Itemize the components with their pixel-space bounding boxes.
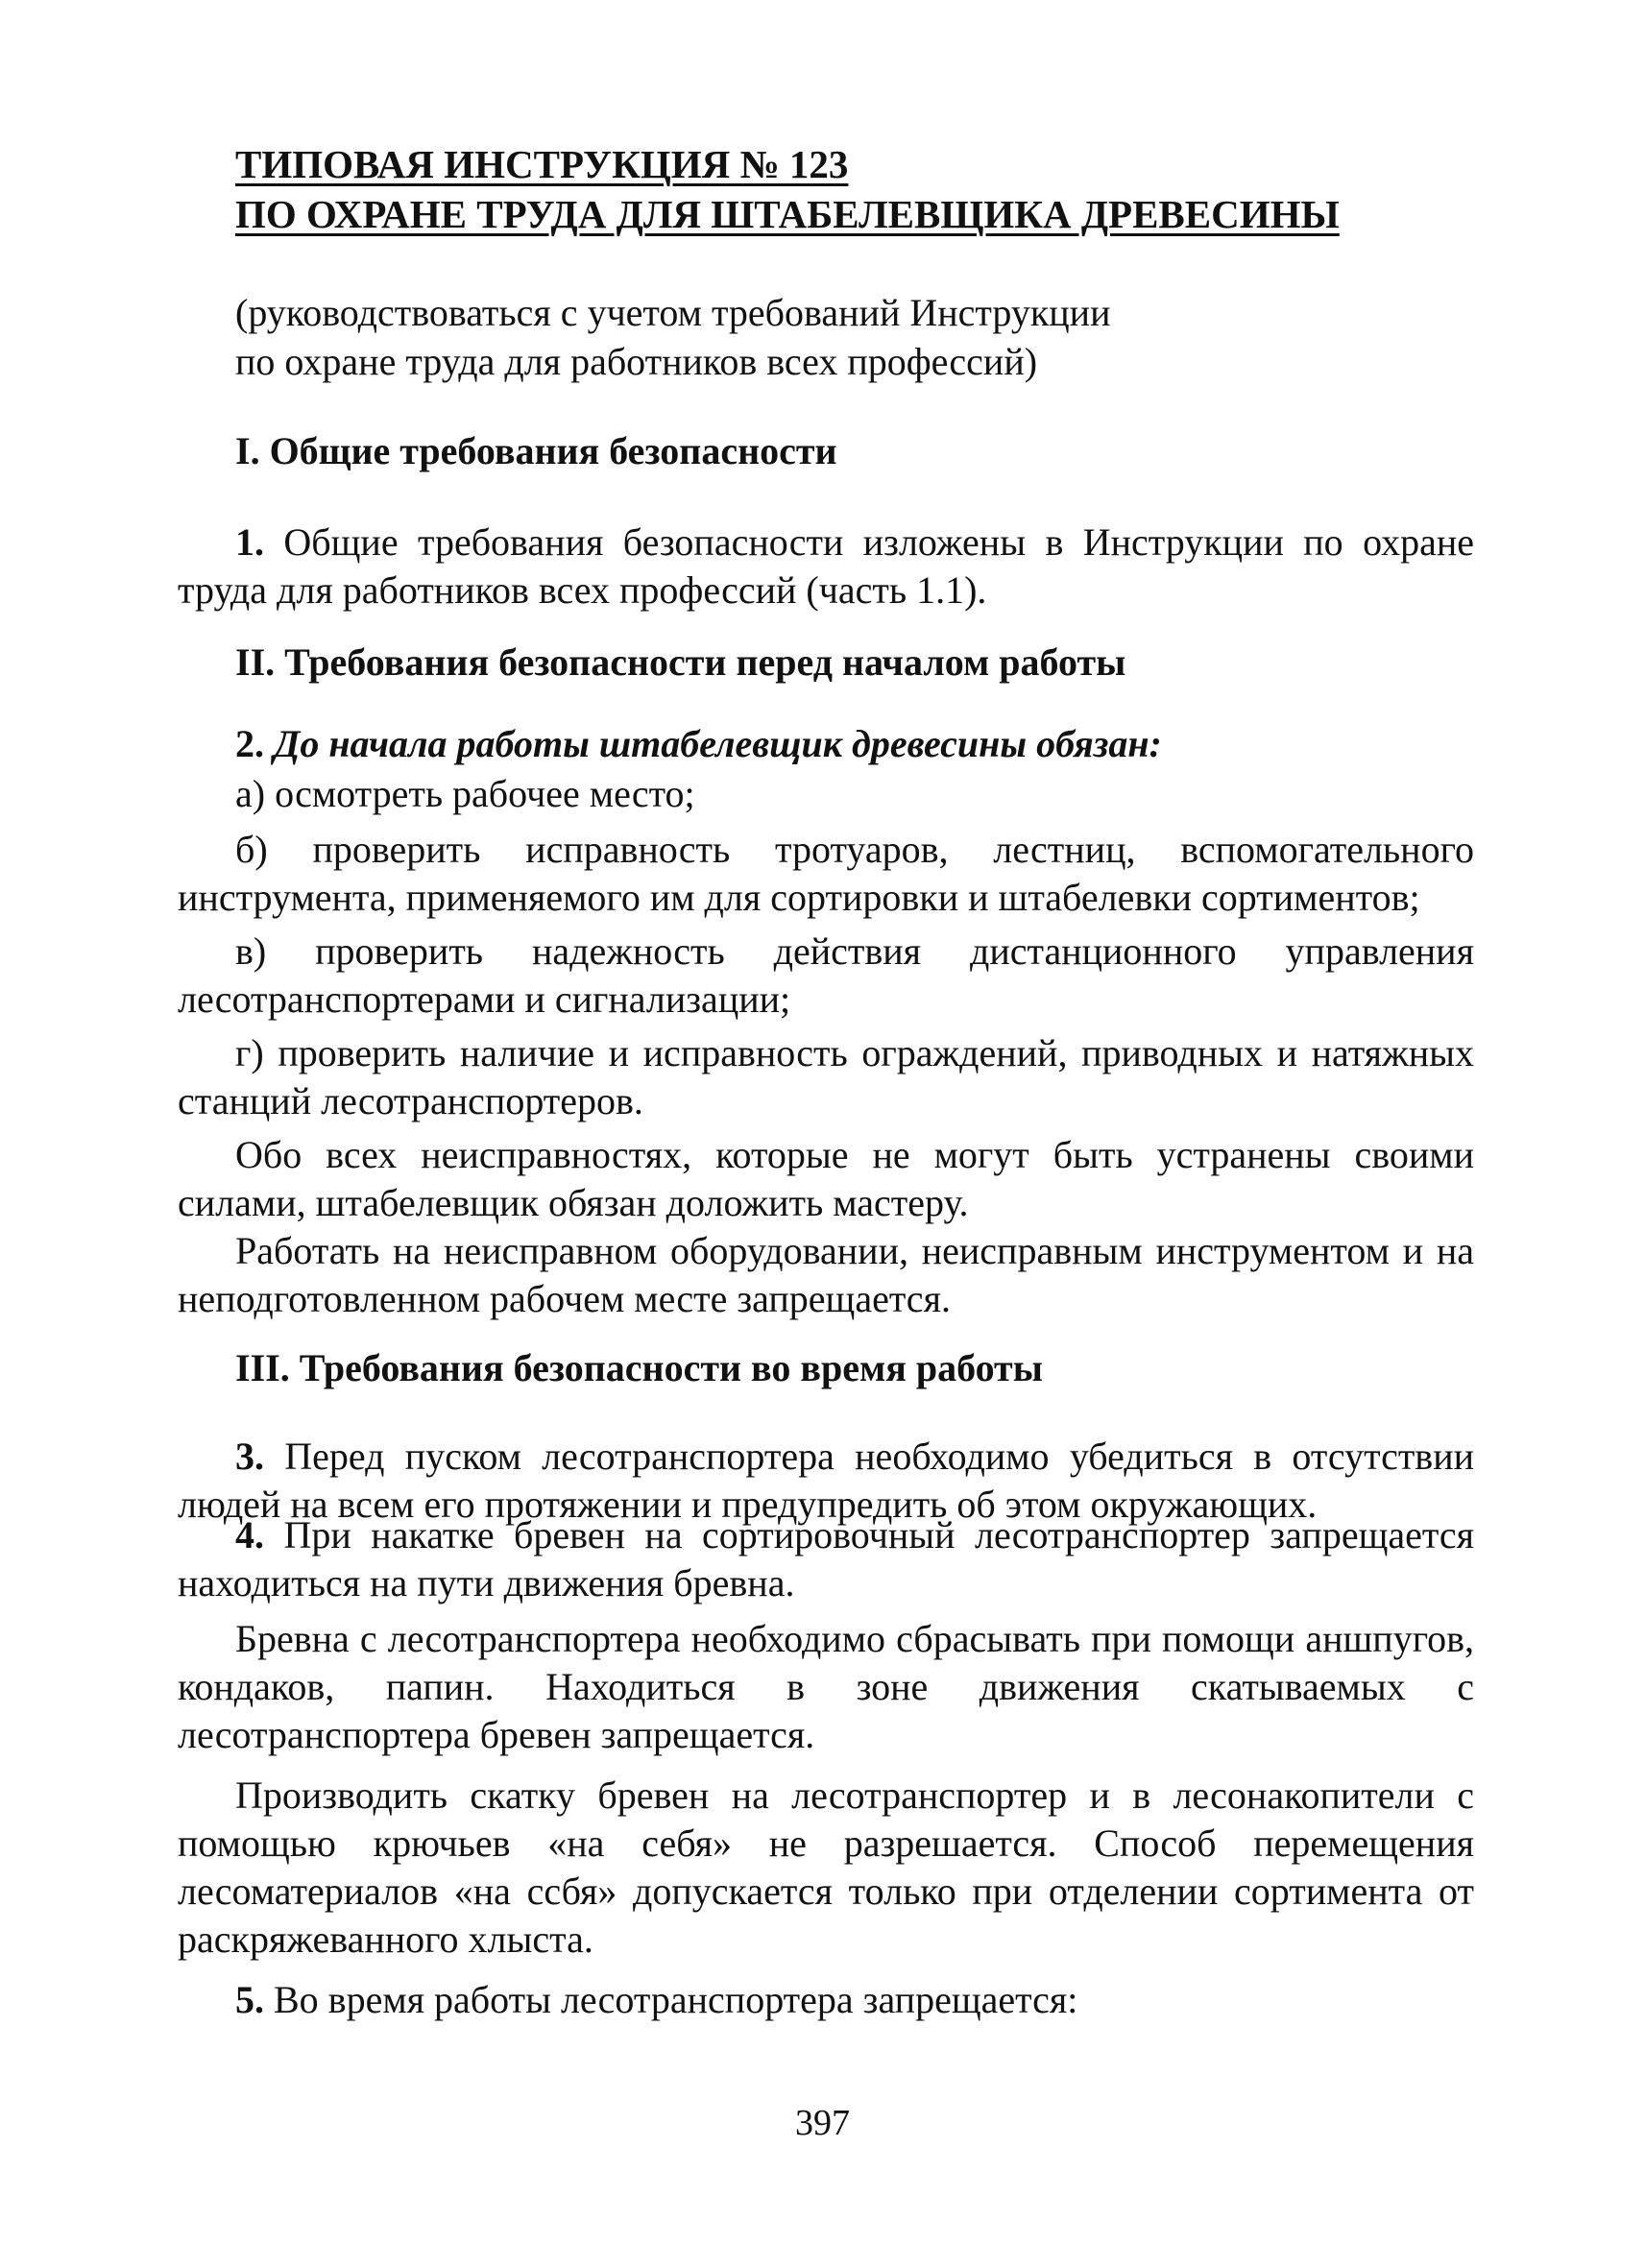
list-item-a: а) осмотреть рабочее место; bbox=[235, 772, 695, 815]
paragraph-4-number: 4. bbox=[235, 1513, 264, 1556]
title-line-1: ТИПОВАЯ ИНСТРУКЦИЯ № 123 bbox=[235, 142, 849, 186]
document-title bbox=[235, 139, 1484, 239]
paragraph-4 bbox=[178, 1511, 1474, 1607]
paragraph-3-number: 3. bbox=[235, 1435, 264, 1478]
paragraph-5-text: Во время работы лесотранспортера запрещается: bbox=[264, 1978, 1078, 2021]
paragraph-2-number: 2. bbox=[235, 722, 264, 765]
paragraph-5 bbox=[178, 1976, 1474, 2024]
paragraph-2 bbox=[178, 720, 1474, 768]
usage-note bbox=[235, 288, 1388, 386]
paragraph-1-number: 1. bbox=[235, 520, 264, 564]
paragraph-3-text: Перед пуском лесотранспортера необходимо убедиться в отсутствии людей на всем его протяжении и предупредить об этом окружающих. bbox=[178, 1435, 1474, 1526]
paragraph-4-text: При накатке бревен на сортировочный лесотранспортер запрещается находиться на пути движения бревна. bbox=[178, 1513, 1474, 1604]
paragraph-1-text: Общие требования безопасности изложены в Инструкции по охране труда для работников всех профессий (часть 1.1). bbox=[178, 520, 1474, 612]
note-line-2: по охране труда для работников всех профессий) bbox=[235, 340, 1038, 383]
paragraph-5-number: 5. bbox=[235, 1978, 264, 2021]
paragraph-logs: Бревна с лесотранспортера необходимо сбрасывать при помощи аншпугов, кондаков, папин. Находиться в зоне движения скатываемых с лесотранспортера бревен запрещается. bbox=[178, 1617, 1474, 1756]
list-item-g: г) проверить наличие и исправность ограждений, приводных и натяжных станций лесотранспортеров. bbox=[178, 1031, 1474, 1122]
note-line-1: (руководствоваться с учетом требований Инструкции bbox=[235, 291, 1111, 334]
section-2-heading: II. Требования безопасности перед началом работы bbox=[235, 640, 1126, 684]
paragraph-report: Обо всех неисправностях, которые не могут быть устранены своими силами, штабелевщик обязан доложить мастеру. bbox=[178, 1133, 1474, 1224]
paragraph-1 bbox=[178, 519, 1474, 615]
paragraph-2-lead: До начала работы штабелевщик древесины обязан: bbox=[264, 722, 1162, 765]
section-3-heading: III. Требования безопасности во время работы bbox=[235, 1346, 1043, 1389]
title-line-2: ПО ОХРАНЕ ТРУДА ДЛЯ ШТАБЕЛЕВЩИКА ДРЕВЕСИНЫ bbox=[235, 192, 1340, 236]
paragraph-forbid: Работать на неисправном оборудовании, неисправным инструментом и на неподготовленном рабочем месте запрещается. bbox=[178, 1229, 1474, 1320]
paragraph-roll: Производить скатку бревен на лесотранспортер и в лесонакопители с помощью крючьев «на себя» не разрешается. Способ перемещения лесоматериалов «на ссбя» допускается только при отделении сортимента от раскряжеванного хлыста. bbox=[178, 1773, 1474, 1961]
list-item-b: б) проверить исправность тротуаров, лестниц, вспомогательного инструмента, применяемого им для сортировки и штабелевки сортиментов; bbox=[178, 828, 1474, 919]
section-1-heading: I. Общие требования безопасности bbox=[235, 429, 837, 472]
list-item-v: в) проверить надежность действия дистанционного управления лесотранспортерами и сигнализации; bbox=[178, 929, 1474, 1021]
page-number: 397 bbox=[795, 2103, 850, 2143]
